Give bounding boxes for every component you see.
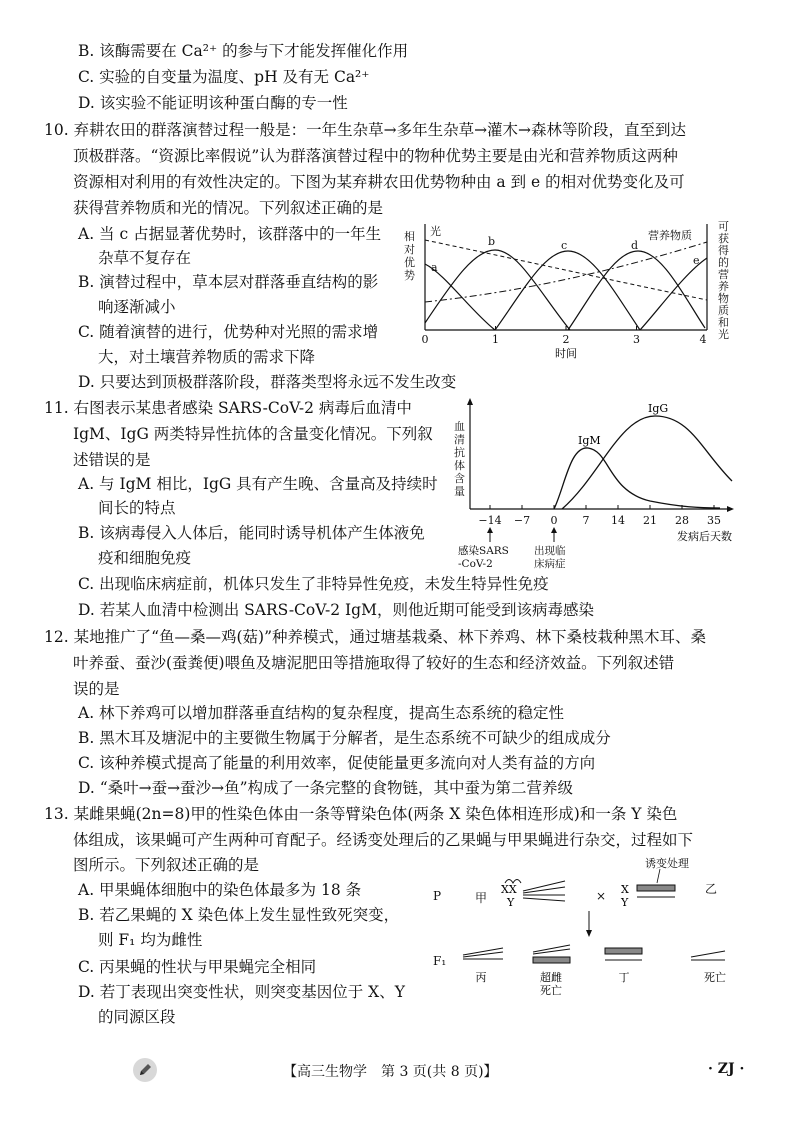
svg-text:物: 物 <box>718 292 729 305</box>
q9-option-c: C. 实验的自变量为温度、pH 及有无 Ca²⁺ <box>78 68 370 86</box>
fig10-ylabel-right <box>718 220 729 341</box>
q12-option-b: B. 黑木耳及塘泥中的主要微生物属于分解者，是生态系统不可缺少的组成成分 <box>78 729 611 747</box>
q11-option-a: A. 与 IgM 相比，IgG 具有产生晚、含量高及持续时 <box>78 475 438 493</box>
fig11-xtick: −14 <box>478 514 502 527</box>
jia-y-label: Y <box>507 896 515 909</box>
succession-figure <box>400 218 736 366</box>
svg-text:质: 质 <box>718 304 729 317</box>
mutagen-label: 诱变处理 <box>645 857 689 870</box>
q13-stem-line: 体组成，该果蝇可产生两种可育配子。经诱变处理后的乙果蝇与甲果蝇进行杂交，过程如下 <box>73 831 694 849</box>
curve-e <box>640 258 707 330</box>
q13-option-b: B. 若乙果蝇的 X 染色体上发生显性致死突变， <box>78 906 400 924</box>
q10-option-d: D. 只要达到顶极群落阶段，群落类型将永远不发生改变 <box>78 373 457 391</box>
igg-label: IgG <box>648 402 669 415</box>
curve-b <box>425 250 570 330</box>
q9-option-b: B. 该酶需要在 Ca²⁺ 的参与下才能发挥催化作用 <box>78 42 409 60</box>
pencil-icon <box>132 1057 158 1083</box>
fig11-xtick: 0 <box>550 514 558 527</box>
svg-text:得: 得 <box>718 244 729 257</box>
fig11-note-symptom <box>534 544 566 570</box>
q13-stem-line: 13. 某雌果蝇(2n=8)甲的性染色体由一条等臂染色体(两条 X 染色体相连形成)和一条 Y 染色 <box>44 805 678 823</box>
yi-x-label: X <box>621 883 629 896</box>
cross-diagram <box>425 853 745 1005</box>
q12-stem-line: 叶养蚕、蚕沙(蚕粪便)喂鱼及塘泥肥田等措施取得了较好的生态和经济效益。下列叙述错 <box>73 654 675 672</box>
q13-stem-line: 图所示。下列叙述正确的是 <box>73 856 260 874</box>
svg-text:可: 可 <box>718 220 729 233</box>
yi-label: 乙 <box>705 882 718 896</box>
fig11-xticks <box>478 514 721 527</box>
q11-option-b: B. 该病毒侵入人体后，能同时诱导机体产生体液免 <box>78 524 425 542</box>
fig10-xlabel: 时间 <box>555 347 577 360</box>
svg-text:养: 养 <box>718 280 729 293</box>
q10-stem-line: 获得营养物质和光的情况。下列叙述正确的是 <box>73 199 384 217</box>
curve-label-e: e <box>693 254 700 267</box>
igm-label: IgM <box>578 434 601 447</box>
curve-label-d: d <box>631 239 639 252</box>
svg-text:光: 光 <box>718 328 729 341</box>
fig11-xlabel: 发病后天数 <box>677 530 732 543</box>
svg-text:体: 体 <box>454 459 465 472</box>
fig11-xtick: 14 <box>611 514 625 527</box>
svg-text:对: 对 <box>404 243 415 256</box>
fig11-xtick: 7 <box>582 514 590 527</box>
svg-text:营: 营 <box>718 268 729 281</box>
q13-option-d-cont: 的同源区段 <box>98 1008 176 1026</box>
svg-text:抗: 抗 <box>454 446 465 459</box>
svg-text:出现临: 出现临 <box>534 545 566 557</box>
svg-text:-CoV-2: -CoV-2 <box>458 558 493 570</box>
page-footer-label: 【高三生物学 第 3 页(共 8 页)】 <box>283 1064 498 1080</box>
fig10-xtick: 4 <box>699 333 707 346</box>
ding-label: 丁 <box>618 971 630 984</box>
q11-stem-line: 11. 右图表示某患者感染 SARS-CoV-2 病毒后血清中 <box>44 399 412 417</box>
q13-option-d: D. 若丁表现出突变性状，则突变基因位于 X、Y <box>78 983 405 1001</box>
q13-option-c: C. 丙果蝇的性状与甲果蝇完全相同 <box>78 958 317 976</box>
q12-option-c: C. 该种养模式提高了能量的利用效率，促使能量更多流向对人类有益的方向 <box>78 754 596 772</box>
yi-y-label: Y <box>621 896 629 909</box>
bing-label: 丙 <box>475 971 487 984</box>
q10-stem-line: 10. 弃耕农田的群落演替过程一般是：一年生杂草→多年生杂草→灌木→森林等阶段，直至到达 <box>44 121 687 139</box>
fig11-ylabel <box>454 420 465 498</box>
q12-stem-line: 误的是 <box>73 680 120 698</box>
svg-text:清: 清 <box>454 433 465 446</box>
svg-text:床病症: 床病症 <box>534 558 566 570</box>
page-footer-code: · ZJ · <box>708 1061 745 1077</box>
q11-option-c: C. 出现临床病症前，机体只发生了非特异性免疫，未发生特异性免疫 <box>78 575 549 593</box>
q10-option-b: B. 演替过程中，草本层对群落垂直结构的影 <box>78 273 379 291</box>
q12-option-a: A. 林下养鸡可以增加群落垂直结构的复杂程度，提高生态系统的稳定性 <box>78 704 565 722</box>
q10-stem-line: 资源相对利用的有效性决定的。下图为某弃耕农田优势物种由 a 到 e 的相对优势变化及可 <box>73 173 685 191</box>
q13-option-a: A. 甲果蝇体细胞中的染色体最多为 18 条 <box>78 881 362 899</box>
svg-text:的: 的 <box>718 256 729 269</box>
curve-label-b: b <box>488 235 496 248</box>
fig10-ylabel-left <box>404 229 415 282</box>
chaoci-label: 超雌 <box>540 971 562 984</box>
fig11-xtick: 35 <box>707 514 721 527</box>
p-label: P <box>433 889 442 903</box>
fig11-xtick: 21 <box>643 514 657 527</box>
q12-option-d: D. “桑叶→蚕→蚕沙→鱼”构成了一条完整的食物链，其中蚕为第二营养级 <box>78 779 574 797</box>
q11-option-d: D. 若某人血清中检测出 SARS-CoV-2 IgM，则他近期可能受到该病毒感染 <box>78 601 594 619</box>
q10-option-c-cont: 大，对土壤营养物质的需求下降 <box>98 348 316 366</box>
fig11-note-infection <box>458 544 509 570</box>
fig10-xtick: 2 <box>562 333 570 346</box>
svg-text:势: 势 <box>404 269 415 282</box>
igg-curve <box>562 416 732 509</box>
jia-label: 甲 <box>475 891 488 905</box>
q11-stem-line: IgM、IgG 两类特异性抗体的含量变化情况。下列叙 <box>73 425 433 443</box>
nutrient-label: 营养物质 <box>648 229 692 242</box>
light-label: 光 <box>430 225 441 238</box>
svg-text:血: 血 <box>454 420 465 433</box>
q10-option-b-cont: 响逐渐减小 <box>98 298 176 316</box>
fig10-xtick: 3 <box>633 333 640 346</box>
curve-label-c: c <box>561 239 568 252</box>
death-chromosomes <box>691 951 725 960</box>
mutated-x-chromosome <box>637 885 675 891</box>
fig10-xtick: 1 <box>492 333 499 346</box>
q11-option-b-cont: 疫和细胞免疫 <box>98 549 192 567</box>
ding-chromosomes <box>605 948 642 960</box>
bing-chromosomes <box>463 948 503 959</box>
svg-text:感染SARS: 感染SARS <box>458 545 509 557</box>
curve-d <box>568 251 705 330</box>
q11-option-a-cont: 间长的特点 <box>98 499 176 517</box>
curve-label-a: a <box>431 261 438 274</box>
q13-option-b-cont: 则 F₁ 均为雌性 <box>98 931 203 949</box>
svg-text:优: 优 <box>404 256 415 269</box>
chaoci-death-label: 死亡 <box>540 984 562 997</box>
q10-option-c: C. 随着演替的进行，优势种对光照的需求增 <box>78 323 379 341</box>
chaoci-chromosomes <box>533 945 570 963</box>
q9-option-d: D. 该实验不能证明该种蛋白酶的专一性 <box>78 94 348 112</box>
q10-option-a: A. 当 c 占据显著优势时，该群落中的一年生 <box>78 225 382 243</box>
igm-curve <box>554 448 720 509</box>
q12-stem-line: 12. 某地推广了“鱼—桑—鸡(菇)”种养模式，通过塘基栽桑、林下养鸡、林下桑枝栽种黑木耳、桑 <box>44 628 707 646</box>
svg-text:量: 量 <box>454 485 465 498</box>
q10-stem-line: 顶极群落。“资源比率假说”认为群落演替过程中的物种优势主要是由光和营养物质这两种 <box>73 147 678 165</box>
f1-label: F₁ <box>433 954 447 968</box>
fig10-xticks <box>422 333 707 346</box>
svg-text:和: 和 <box>718 316 729 329</box>
cross-symbol: × <box>596 889 607 903</box>
q10-option-a-cont: 杂草不复存在 <box>98 249 192 267</box>
fig10-xtick: 0 <box>421 333 429 346</box>
svg-text:获: 获 <box>718 232 729 245</box>
fig11-xtick: −7 <box>513 514 531 527</box>
xx-label: XX <box>501 883 517 896</box>
death-label: 死亡 <box>704 971 726 984</box>
q11-stem-line: 述错误的是 <box>73 451 151 469</box>
curve-c <box>495 251 640 330</box>
svg-text:含: 含 <box>454 472 465 485</box>
svg-text:相: 相 <box>404 230 415 243</box>
antibody-figure <box>450 396 740 572</box>
fig11-xtick: 28 <box>675 514 689 527</box>
